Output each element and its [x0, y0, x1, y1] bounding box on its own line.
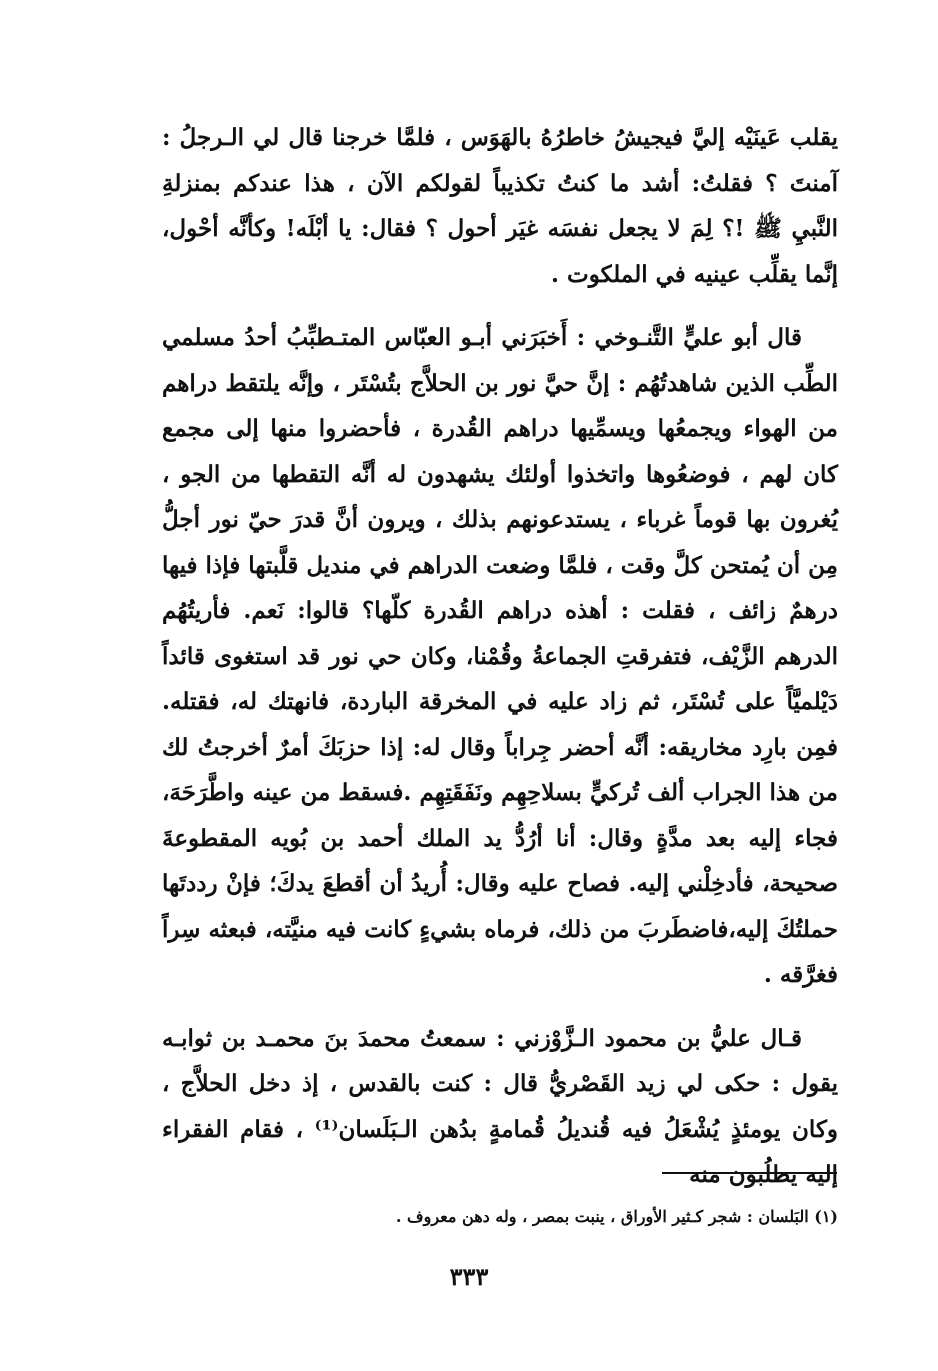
- page-number: ٣٣٣: [449, 1262, 489, 1291]
- footnote: (١) البَلسان : شجر كـثير الأوراق ، ينبت بمصر ، وله دهن معروف .: [395, 1207, 838, 1226]
- paragraph-2: قال أبو عليٍّ التَّنـوخي : أَخبَرَني أبـو العبّاس المتـطبِّبُ أحدُ مسلمي الطِّب الذين شاهدتُهُم : إنَّ حيَّ نور بن الحلاَّج بتُسْتَر ، وإنَّه يلتقط دراهم من الهواء ويجمعُها ويسمِّيها دراهم القُدرة ، فأحضروا منها إلى مجمع كان لهم ، فوضعُوها واتخذوا أولئك يشهدون له أنَّه التقطها من الجو ، يُغرون بها قوماً غرباء ، يستدعونهم بذلك ، ويرون أنَّ قدرَ حيّ نور أجلُّ مِن أن يُمتحن كلَّ وقت ، فلمَّا وضعت الدراهم في منديل قلَّبتها فإذا فيها درهمٌ زائف ، فقلت : أهذه دراهم القُدرة كلّها؟ قالوا: نَعم. فأريتُهُم الدرهم الزَّيْف، فتفرقتِ الجماعةُ وقُمْنا، وكان حي نور قد استغوى قائداً دَيْلميَّاً على تُسْتَر، ثم زاد عليه في المخرقة الباردة، فانهتك له، فقتله. فمِن بارِد مخاريقه: أنَّه أحضر جِراباً وقال له: إذا حزبَكَ أمرٌ أخرجتُ لك من هذا الجراب ألف تُركيٍّ بسلاحِهِم ونَفَقَتِهِم .فسقط من عينه واطَّرَحَهَ، فجاء إليه بعد مدَّةٍ وقال: أنا أرُدُّ يد الملك أحمد بن بُويه المقطوعةَ صحيحة، فأدخِلْني إليه. فصاح عليه وقال: أُريدُ أن أقطعَ يدكَ؛ فإنْ رددتَها حملتُكَ إليه،فاضطَربَ من ذلك، فرماه بشيءٍ كانت فيه منيَّته، فبعثه سِراً فغرَّقه .: [162, 324, 838, 988]
- footnote-divider: [662, 1172, 837, 1174]
- main-text: [162, 115, 838, 1198]
- paragraph-1: يقلب عَينَيْه إليَّ فيجيشُ خاطرُهُ بالهَوَس ، فلمَّا خرجنا قال لي الـرجلُ : آمنتَ ؟ فقلتُ: أشد ما كنتُ تكذيباً لقولكم الآن ، هذا عندكم بمنزلةِ النَّبيِ ﷺ !؟ لِمَ لا يجعل نفسَه غيَر أحول ؟ فقال: يا أبْلَه! وكأنَّه أحْول، إنَّما يقلِّب عينيه في الملكوت .: [162, 124, 838, 288]
- paragraph-3: قـال عليُّ بن محمود الـزَّوْزني : سمعتُ محمدَ بنَ محمـد بن ثوابـه يقول : حكى لي زيد القَصْريُّ قال : كنت بالقدس ، إذ دخل الحلاَّج ، وكان يومئذٍ يُشْعَلُ فيه قُنديلُ قُمامةٍ بدُهن الـبَلَسان⁽¹⁾ ، فقام الفقراء إليه يطلُبون منه: [162, 1024, 838, 1188]
